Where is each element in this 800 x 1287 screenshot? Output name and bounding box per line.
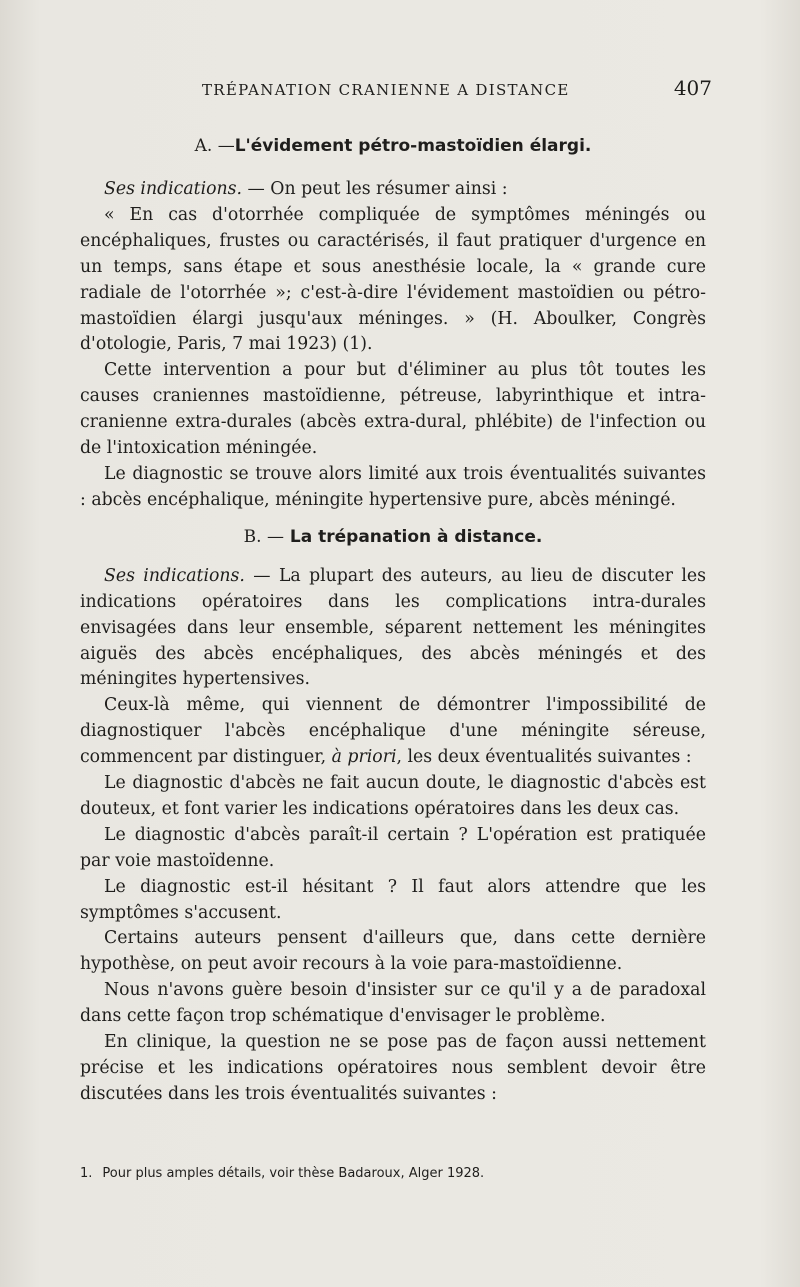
section-a-title: L'évidement pétro-mastoïdien élargi. [234,136,592,156]
footnote-text: Pour plus amples détails, voir thèse Badaroux, Alger 1928. [102,1166,485,1181]
paragraph: En clinique, la question ne se pose pas de façon aussi nettement précise et les indications opératoires nous semblent devoir être discutées dans les trois éventualités suivantes : [80,1032,706,1104]
section-a-letter: A. — [194,136,235,156]
paragraph-text: Ceux-là même, qui viennent de démontrer l'impossibilité de diagnostiquer l'abcès encéphalique d'une méningite séreuse, commencent par distinguer, [80,695,706,768]
paragraph: Le diagnostic d'abcès ne fait aucun doute, le diagnostic d'abcès est douteux, et font varier les indications opératoires dans les deux cas. [80,773,706,819]
paragraph-text: — On peut les résumer ainsi : [242,179,508,199]
paragraph: Le diagnostic est-il hésitant ? Il faut alors attendre que les symptômes s'accusent. [80,876,706,923]
paragraph-text: , les deux éventualités suivantes : [396,747,692,768]
running-title: TRÉPANATION CRANIENNE A DISTANCE [202,81,570,99]
paragraph: Cette intervention a pour but d'éliminer au plus tôt toutes les causes craniennes mastoïdienne, pétreuse, labyrinthique et intra-cranienne extra-durales (abcès extra-dural, phlébite) de l'infection ou de l'intoxication méningée. [80,360,706,459]
page-body [80,136,706,1108]
paragraph: Certains auteurs pensent d'ailleurs que, dans cette dernière hypothèse, on peut avoir recours à la voie para-mastoïdienne. [80,928,706,975]
page-number: 407 [673,76,712,100]
paragraph-text: — La plupart des auteurs, au lieu de discuter les indications opératoires dans les complications intra-durales envisagées dans leur ensemble, séparent nettement les méningites aiguës des abcès encéphaliques, des abcès méningés et des méningites hypertensives. [80,565,706,690]
section-b-letter: B. — [243,526,284,547]
section-a-lead: Ses indications. [104,179,243,199]
section-b-heading [80,527,706,547]
paragraph [80,564,706,694]
page-header [202,76,712,100]
paragraph [80,693,706,771]
footnote [80,1166,706,1181]
italic-phrase: à priori [331,747,397,768]
paragraph: Nous n'avons guère besoin d'insister sur ce qu'il y a de paradoxal dans cette façon trop schématique d'envisager le problème. [80,980,706,1027]
section-b-lead: Ses indications. [104,565,245,586]
paragraph: « En cas d'otorrhée compliquée de symptômes méningés ou encéphaliques, frustes ou caractérisés, il faut pratiquer d'urgence en un temps, sans étape et sous anesthésie locale, la « grande cure radiale de l'otorrhée »; c'est-à-dire l'évidement mastoïdien ou pétro-mastoïdien élargi jusqu'aux méninges. » (H. Aboulker, Congrès d'otologie, Paris, 7 mai 1923) (1). [80,204,706,355]
paragraph: Le diagnostic se trouve alors limité aux trois éventualités suivantes : abcès encéphalique, méningite hypertensive pure, abcès méningé. [80,463,706,510]
paragraph [80,177,706,203]
paragraph: Le diagnostic d'abcès paraît-il certain ? L'opération est pratiquée par voie mastoïdenne. [80,824,706,871]
section-b-title: La trépanation à distance. [289,526,543,547]
section-a-heading [80,136,706,156]
footnote-number: 1. [80,1166,93,1181]
